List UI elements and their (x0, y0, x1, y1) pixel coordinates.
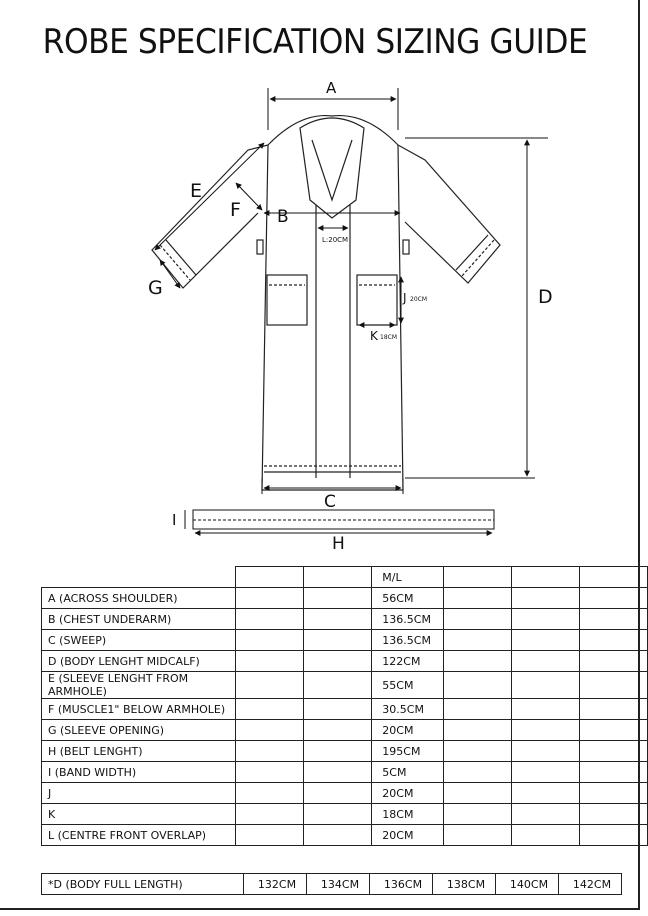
empty-cell (511, 630, 579, 651)
measurement-label: A (ACROSS SHOULDER) (42, 588, 236, 609)
empty-cell (304, 651, 372, 672)
empty-cell (443, 804, 511, 825)
measurement-value: 20CM (372, 825, 443, 846)
empty-cell (304, 720, 372, 741)
measurement-value: 18CM (372, 804, 443, 825)
label-b: B (277, 207, 289, 227)
empty-cell (235, 651, 303, 672)
pocket-height-annotation: 20CM (410, 296, 428, 303)
empty-cell (511, 741, 579, 762)
empty-cell (511, 672, 579, 699)
empty-cell (579, 804, 647, 825)
empty-cell (443, 720, 511, 741)
empty-cell (235, 741, 303, 762)
measurement-value: 136.5CM (372, 630, 443, 651)
table-row (42, 651, 648, 672)
table-row (42, 825, 648, 846)
measurement-value: 30.5CM (372, 699, 443, 720)
empty-cell (235, 825, 303, 846)
length-value: 132CM (244, 874, 307, 895)
empty-cell (579, 651, 647, 672)
empty-cell (443, 630, 511, 651)
label-d: D (538, 286, 553, 308)
measurement-label: C (SWEEP) (42, 630, 236, 651)
empty-cell (304, 588, 372, 609)
empty-cell (579, 609, 647, 630)
empty-cell (304, 783, 372, 804)
measurement-label: J (42, 783, 236, 804)
label-c: C (324, 492, 336, 512)
measurement-value: 136.5CM (372, 609, 443, 630)
label-e: E (190, 180, 203, 202)
empty-cell (511, 825, 579, 846)
measurement-label: H (BELT LENGHT) (42, 741, 236, 762)
length-value: 142CM (559, 874, 622, 895)
empty-cell (304, 741, 372, 762)
measurement-label: I (BAND WIDTH) (42, 762, 236, 783)
empty-cell (235, 609, 303, 630)
empty-cell (304, 825, 372, 846)
empty-cell (235, 720, 303, 741)
table-row (42, 699, 648, 720)
measurement-label: K (42, 804, 236, 825)
measurement-value: 122CM (372, 651, 443, 672)
measurement-label: L (CENTRE FRONT OVERLAP) (42, 825, 236, 846)
empty-cell (304, 672, 372, 699)
table-row (42, 630, 648, 651)
empty-cell (511, 651, 579, 672)
empty-cell (304, 609, 372, 630)
table-row (42, 783, 648, 804)
table-row (42, 741, 648, 762)
label-f: F (230, 199, 241, 221)
empty-cell (443, 783, 511, 804)
label-i: I (172, 511, 177, 529)
empty-cell (511, 762, 579, 783)
table-header-row (42, 567, 648, 588)
measurement-value: 5CM (372, 762, 443, 783)
measurement-label: G (SLEEVE OPENING) (42, 720, 236, 741)
empty-cell (511, 609, 579, 630)
label-h: H (332, 534, 345, 554)
empty-cell (511, 720, 579, 741)
measurement-value: 20CM (372, 783, 443, 804)
empty-cell (304, 699, 372, 720)
label-k: K (370, 329, 378, 343)
length-value: 136CM (370, 874, 433, 895)
label-g: G (148, 277, 163, 299)
measurement-label: E (SLEEVE LENGHT FROM ARMHOLE) (42, 672, 236, 699)
length-value: 134CM (307, 874, 370, 895)
length-label: *D (BODY FULL LENGTH) (42, 874, 244, 895)
measurement-value: 56CM (372, 588, 443, 609)
table-row (42, 762, 648, 783)
empty-cell (511, 588, 579, 609)
empty-cell (304, 630, 372, 651)
spec-table (41, 566, 648, 846)
empty-cell (579, 741, 647, 762)
table-row (42, 588, 648, 609)
robe-outline (152, 116, 500, 490)
empty-cell (235, 804, 303, 825)
empty-cell (511, 699, 579, 720)
measurement-label: B (CHEST UNDERARM) (42, 609, 236, 630)
pocket-width-annotation: 18CM (380, 334, 398, 341)
empty-cell (579, 699, 647, 720)
empty-cell (443, 699, 511, 720)
measurement-label: D (BODY LENGHT MIDCALF) (42, 651, 236, 672)
measurement-label: F (MUSCLE1" BELOW ARMHOLE) (42, 699, 236, 720)
empty-cell (443, 762, 511, 783)
empty-cell (579, 588, 647, 609)
empty-cell (235, 588, 303, 609)
table-row (42, 804, 648, 825)
measurement-value: 55CM (372, 672, 443, 699)
length-table (41, 873, 622, 895)
empty-cell (443, 651, 511, 672)
empty-cell (443, 672, 511, 699)
measurement-value: 20CM (372, 720, 443, 741)
empty-cell (579, 630, 647, 651)
table-row (42, 720, 648, 741)
empty-cell (304, 804, 372, 825)
empty-cell (579, 672, 647, 699)
empty-cell (235, 630, 303, 651)
empty-cell (579, 720, 647, 741)
table-row (42, 672, 648, 699)
empty-cell (579, 783, 647, 804)
empty-cell (443, 609, 511, 630)
overlap-annotation: L:20CM (322, 236, 349, 244)
measurement-value: 195CM (372, 741, 443, 762)
empty-cell (511, 804, 579, 825)
length-value: 140CM (496, 874, 559, 895)
label-j: J (403, 291, 407, 305)
length-value: 138CM (433, 874, 496, 895)
empty-cell (235, 699, 303, 720)
length-row (42, 874, 622, 895)
empty-cell (235, 672, 303, 699)
empty-cell (511, 783, 579, 804)
size-header: M/L (372, 567, 443, 588)
table-row (42, 609, 648, 630)
empty-cell (579, 762, 647, 783)
empty-cell (443, 741, 511, 762)
empty-cell (579, 825, 647, 846)
empty-cell (235, 762, 303, 783)
label-a: A (326, 79, 337, 97)
empty-cell (235, 783, 303, 804)
empty-cell (443, 588, 511, 609)
empty-cell (443, 825, 511, 846)
empty-cell (304, 762, 372, 783)
page-title: ROBE SPECIFICATION SIZING GUIDE (42, 22, 588, 62)
